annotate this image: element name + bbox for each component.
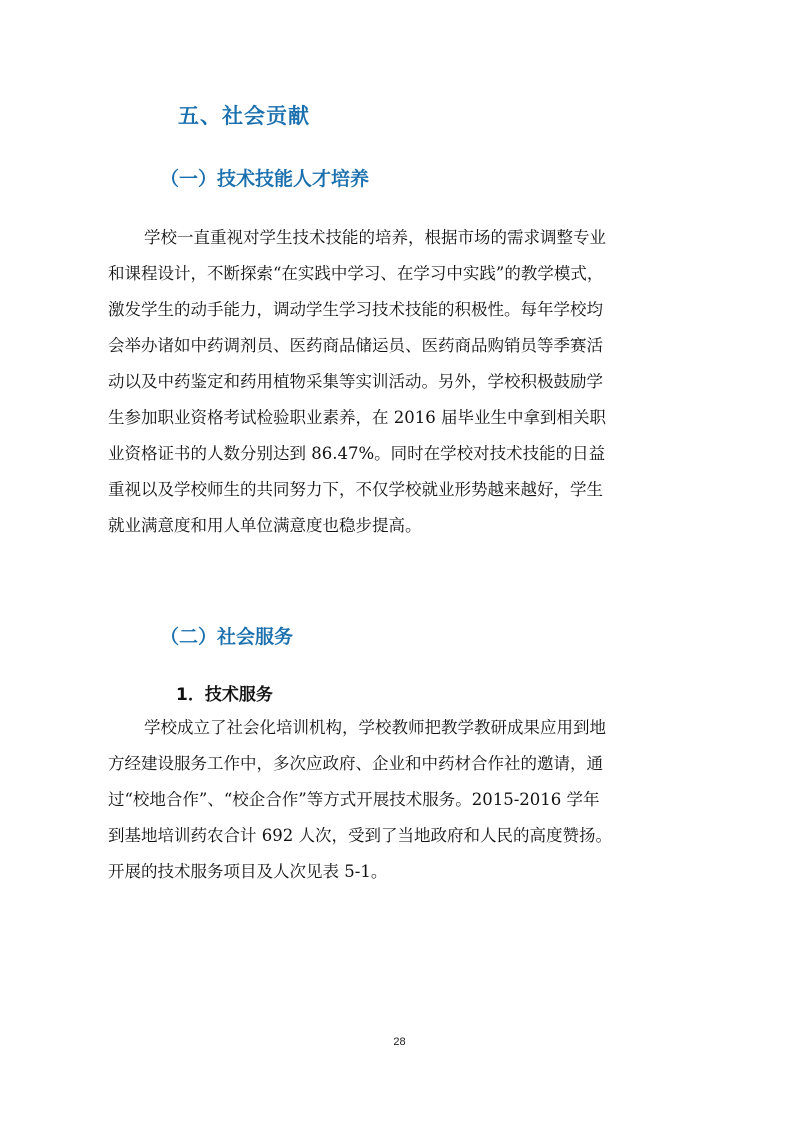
subsection-title-technical-service: 1．技术服务 (176, 685, 273, 705)
paragraph-line: 动以及中药鉴定和药用植物采集等实训活动。另外，学校积极鼓励学 (108, 372, 603, 391)
paragraph-line: 学校一直重视对学生技术技能的培养，根据市场的需求调整专业 (144, 228, 606, 247)
paragraph-line: 方经建设服务工作中，多次应政府、企业和中药材合作社的邀请，通 (108, 754, 603, 773)
paragraph-line: 到基地培训药农合计 692 人次，受到了当地政府和人民的高度赞扬。 (108, 826, 612, 845)
chapter-heading: 五、社会贡献 (178, 104, 310, 128)
paragraph-line: 激发学生的动手能力，调动学生学习技术技能的积极性。每年学校均 (108, 300, 603, 319)
section-title-talent-training: （一）技术技能人才培养 (160, 168, 370, 190)
page-number: 28 (393, 1036, 406, 1048)
paragraph-line: 重视以及学校师生的共同努力下，不仅学校就业形势越来越好，学生 (108, 480, 603, 499)
paragraph-line: 会举办诸如中药调剂员、医药商品储运员、医药商品购销员等季赛活 (108, 336, 603, 355)
paragraph-line: 开展的技术服务项目及人次见表 5-1。 (108, 862, 388, 881)
paragraph-line: 学校成立了社会化培训机构，学校教师把教学教研成果应用到地 (144, 718, 606, 737)
paragraph-line: 和课程设计，不断探索“在实践中学习、在学习中实践”的教学模式， (108, 264, 604, 283)
paragraph-line: 过“校地合作”、“校企合作”等方式开展技术服务。2015-2016 学年 (108, 790, 600, 809)
paragraph-line: 生参加职业资格考试检验职业素养，在 2016 届毕业生中拿到相关职 (108, 408, 606, 427)
paragraph-line: 业资格证书的人数分别达到 86.47%。同时在学校对技术技能的日益 (108, 444, 606, 463)
paragraph-line: 就业满意度和用人单位满意度也稳步提高。 (108, 516, 422, 535)
section-title-social-service: （二）社会服务 (160, 626, 294, 648)
